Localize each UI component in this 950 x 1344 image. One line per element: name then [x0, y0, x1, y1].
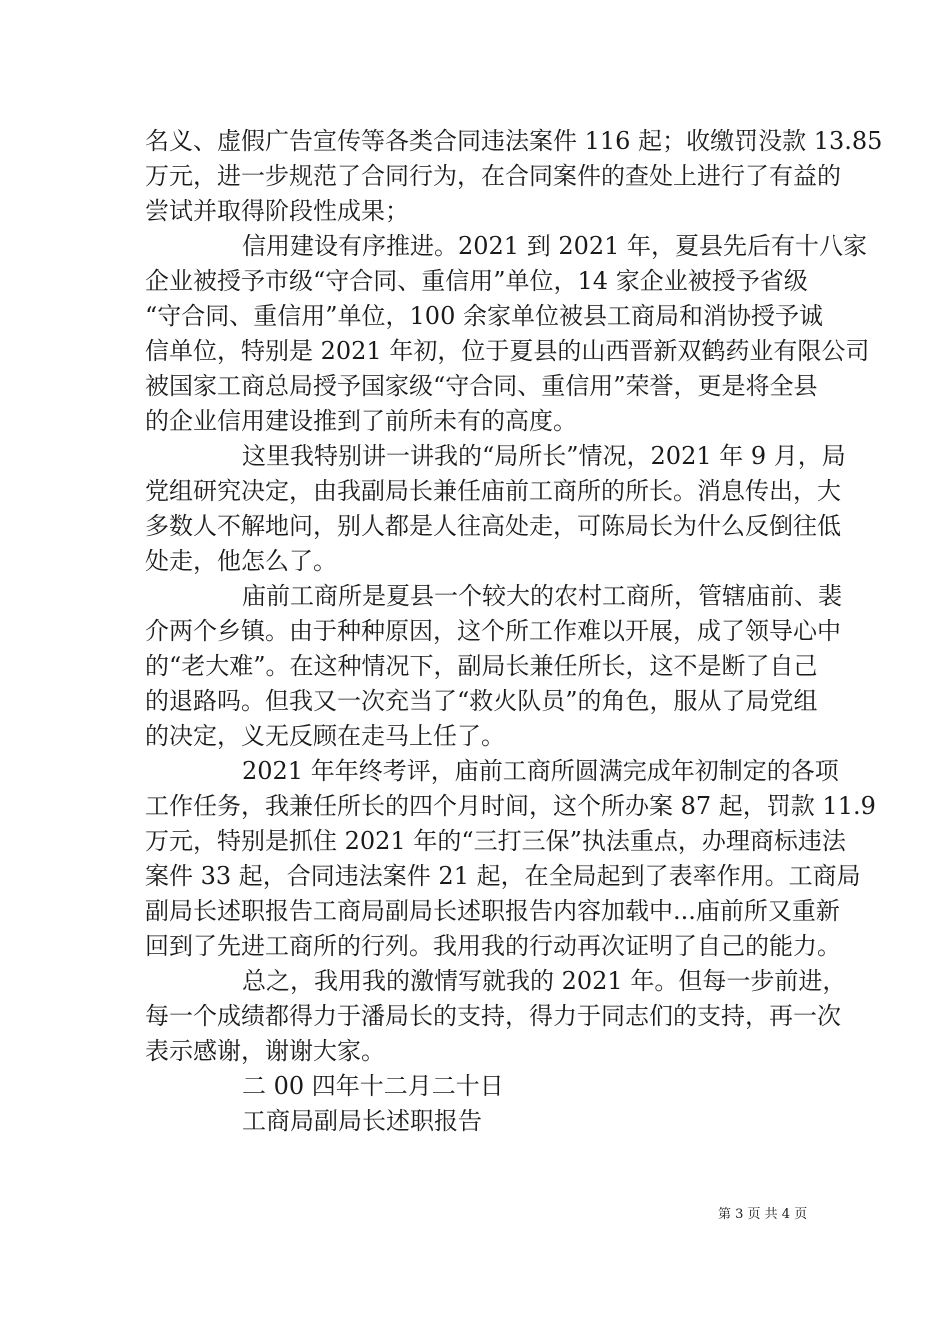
text-line-6: “守合同、重信用”单位，100 余家单位被县工商局和消协授予诚	[145, 302, 823, 330]
text-line-24: 回到了先进工商所的行列。我用我的行动再次证明了自己的能力。	[145, 932, 841, 960]
text-line-18: 的决定，义无反顾在走马上任了。	[145, 722, 505, 750]
text-line-13: 处走，他怎么了。	[145, 547, 337, 575]
text-line-20: 工作任务，我兼任所长的四个月时间，这个所办案 87 起，罚款 11.9	[145, 792, 876, 820]
text-line-2: 万元，进一步规范了合同行为，在合同案件的查处上进行了有益的	[145, 162, 841, 190]
text-line-17: 的退路吗。但我又一次充当了“救火队员”的角色，服从了局党组	[145, 687, 818, 715]
text-line-8: 被国家工商总局授予国家级“守合同、重信用”荣誉，更是将全县	[145, 372, 818, 400]
text-line-14: 庙前工商所是夏县一个较大的农村工商所，管辖庙前、裴	[242, 582, 842, 610]
text-line-4: 信用建设有序推进。2021 到 2021 年，夏县先后有十八家	[242, 232, 868, 260]
text-line-7: 信单位，特别是 2021 年初，位于夏县的山西晋新双鹤药业有限公司	[145, 337, 870, 365]
text-line-11: 党组研究决定，由我副局长兼任庙前工商所的所长。消息传出，大	[145, 477, 841, 505]
text-line-12: 多数人不解地问，别人都是人往高处走，可陈局长为什么反倒往低	[145, 512, 841, 540]
date-line: 二 00 四年十二月二十日	[242, 1072, 504, 1100]
text-line-5: 企业被授予市级“守合同、重信用”单位，14 家企业被授予省级	[145, 267, 808, 295]
text-line-22: 案件 33 起，合同违法案件 21 起，在全局起到了表率作用。工商局	[145, 862, 861, 890]
text-line-21: 万元，特别是抓住 2021 年的“三打三保”执法重点，办理商标违法	[145, 827, 846, 855]
text-line-23: 副局长述职报告工商局副局长述职报告内容加载中...庙前所又重新	[145, 897, 840, 925]
page-number-footer: 第 3 页 共 4 页	[718, 1207, 808, 1222]
text-line-15: 介两个乡镇。由于种种原因，这个所工作难以开展，成了领导心中	[145, 617, 841, 645]
text-line-3: 尝试并取得阶段性成果；	[145, 197, 409, 225]
text-line-9: 的企业信用建设推到了前所未有的高度。	[145, 407, 577, 435]
text-line-19: 2021 年年终考评，庙前工商所圆满完成年初制定的各项	[242, 757, 839, 785]
text-line-26: 每一个成绩都得力于潘局长的支持，得力于同志们的支持，再一次	[145, 1002, 841, 1030]
document-title-line: 工商局副局长述职报告	[242, 1107, 482, 1135]
text-line-1: 名义、虚假广告宣传等各类合同违法案件 116 起；收缴罚没款 13.85	[145, 127, 883, 155]
text-line-27: 表示感谢，谢谢大家。	[145, 1037, 385, 1065]
text-line-25: 总之，我用我的激情写就我的 2021 年。但每一步前进，	[242, 967, 847, 995]
text-line-10: 这里我特别讲一讲我的“局所长”情况，2021 年 9 月，局	[242, 442, 846, 470]
text-line-16: 的“老大难”。在这种情况下，副局长兼任所长，这不是断了自己	[145, 652, 818, 680]
